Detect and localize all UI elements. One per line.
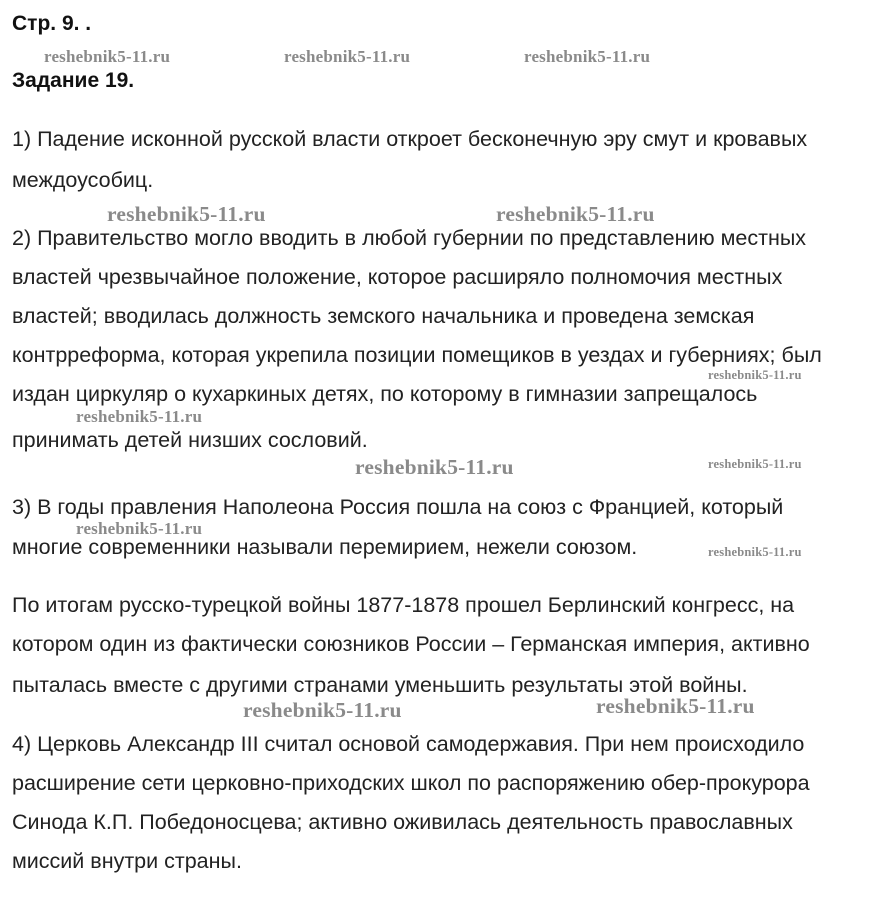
watermark: reshebnik5-11.ru xyxy=(44,47,171,66)
answer-4-line: расширение сети церковно-приходских школ по распоряжению обер-прокурора xyxy=(12,771,810,795)
answer-4-line: миссий внутри страны. xyxy=(12,849,242,873)
watermark: reshebnik5-11.ru xyxy=(243,698,402,722)
answer-3-line: 3) В годы правления Наполеона Россия пошла на союз с Францией, который xyxy=(12,495,784,519)
answer-3-extra-line: котором один из фактически союзников России – Германская империя, активно xyxy=(12,632,810,656)
answer-1-line: 1) Падение исконной русской власти откроет бесконечную эру смут и кровавых xyxy=(12,127,808,151)
watermark: reshebnik5-11.ru xyxy=(496,202,655,226)
watermark: reshebnik5-11.ru xyxy=(76,519,203,538)
watermark: reshebnik5-11.ru xyxy=(708,457,802,471)
answer-1-line: междоусобиц. xyxy=(12,168,154,192)
answer-2-line: издан циркуляр о кухаркиных детях, по которому в гимназии запрещалось xyxy=(12,382,758,406)
task-title: Задание 19. xyxy=(12,69,135,92)
answer-2-line: принимать детей низших сословий. xyxy=(12,428,368,452)
answer-4-line: 4) Церковь Александр III считал основой самодержавия. При нем происходило xyxy=(12,732,805,756)
watermark: reshebnik5-11.ru xyxy=(708,368,802,382)
watermark: reshebnik5-11.ru xyxy=(524,47,651,66)
watermark: reshebnik5-11.ru xyxy=(708,545,802,559)
answer-2-line: 2) Правительство могло вводить в любой губернии по представлению местных xyxy=(12,226,807,250)
watermark: reshebnik5-11.ru xyxy=(76,407,203,426)
answer-3-extra-line: По итогам русско-турецкой войны 1877-1878 прошел Берлинский конгресс, на xyxy=(12,593,795,617)
answer-2-line: властей чрезвычайное положение, которое расширяло полномочия местных xyxy=(12,265,783,289)
page-label: Стр. 9. . xyxy=(12,12,92,35)
watermark: reshebnik5-11.ru xyxy=(355,455,514,479)
answer-2-line: властей; вводилась должность земского начальника и проведена земская xyxy=(12,304,755,328)
watermark: reshebnik5-11.ru xyxy=(596,694,755,718)
watermark: reshebnik5-11.ru xyxy=(107,202,266,226)
answer-3-line: многие современники называли перемирием, нежели союзом. xyxy=(12,535,638,559)
answer-2-line: контрреформа, которая укрепила позиции помещиков в уездах и губерниях; был xyxy=(12,343,822,367)
watermark: reshebnik5-11.ru xyxy=(284,47,411,66)
answer-4-line: Синода К.П. Победоносцева; активно оживилась деятельность православных xyxy=(12,810,793,834)
answer-3-extra-line: пыталась вместе с другими странами уменьшить результаты этой войны. xyxy=(12,673,748,697)
